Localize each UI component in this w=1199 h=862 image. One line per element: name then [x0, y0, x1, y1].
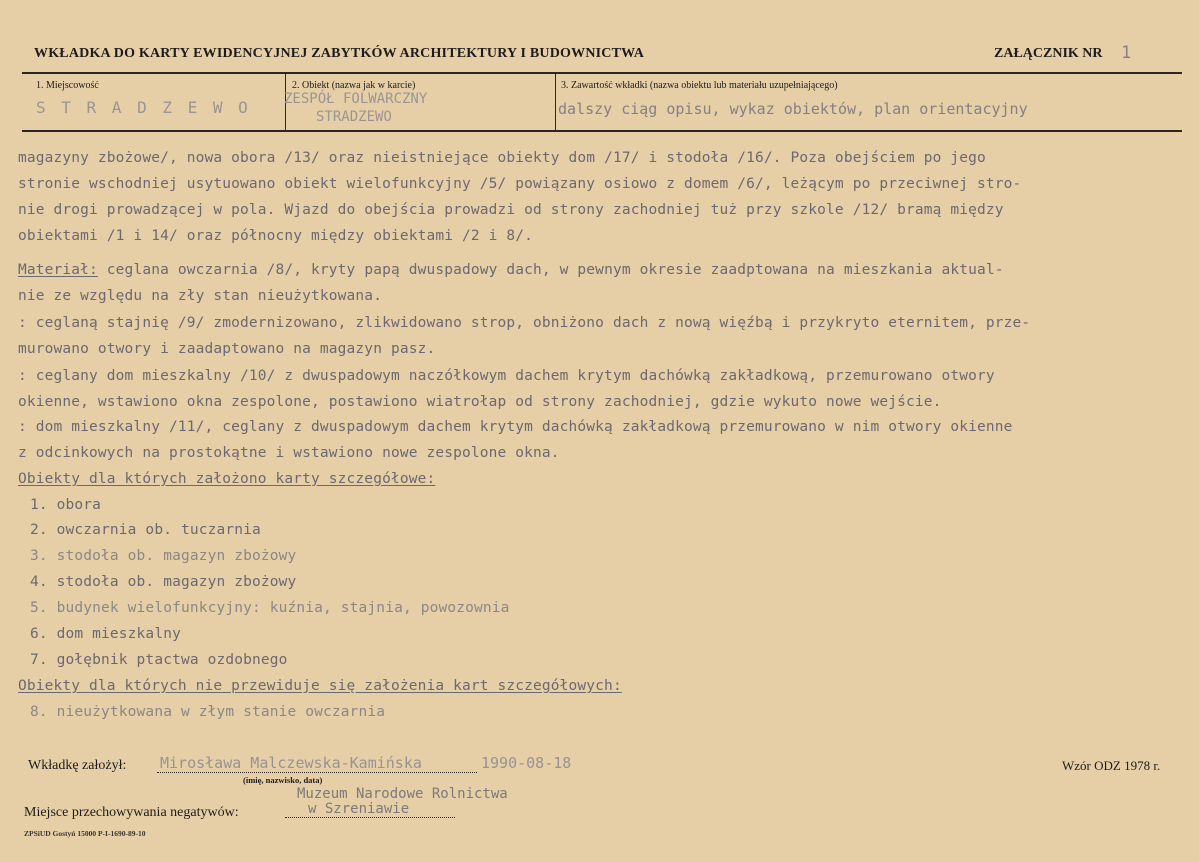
material-line: : ceglany dom mieszkalny /10/ z dwuspadowym naczółkowym dachem krytym dachówką zakładkową, przemurowano otwory — [18, 368, 995, 384]
field-divider-2 — [555, 73, 556, 131]
detailed-cards-heading: Obiekty dla których założono karty szczegółowe: — [18, 471, 436, 487]
created-by-dotted-line — [157, 772, 477, 774]
list-item: 5. budynek wielofunkcyjny: kuźnia, stajnia, powozownia — [30, 600, 510, 616]
object-label: 2. Obiekt (nazwa jak w karcie) — [292, 80, 416, 91]
attachment-number: 1 — [1121, 43, 1132, 63]
list-item: 4. stodoła ob. magazyn zbożowy — [30, 574, 297, 590]
no-detailed-cards-heading: Obiekty dla których nie przewiduje się założenia kart szczegółowych: — [18, 678, 622, 694]
created-date: 1990-08-18 — [481, 754, 572, 772]
header-top-rule — [22, 72, 1182, 74]
material-line: murowano otwory i zaadaptowano na magazyn pasz. — [18, 341, 436, 357]
content-value: dalszy ciąg opisu, wykaz obiektów, plan orientacyjny — [558, 100, 1028, 118]
list-item: 1. obora — [30, 497, 102, 513]
material-line: : ceglaną stajnię /9/ zmodernizowano, zlikwidowano strop, obniżono dach z nową więźbą i przykryto eternitem, prze- — [18, 315, 1031, 331]
negatives-value-line1: Muzeum Narodowe Rolnictwa — [297, 786, 508, 802]
negatives-value-line2: w Szreniawie — [308, 801, 410, 817]
paragraph-line: obiektami /1 i 14/ oraz północny między obiektami /2 i 8/. — [18, 228, 534, 244]
list-item: 8. nieużytkowana w złym stanie owczarnia — [30, 704, 386, 720]
attachment-label: ZAŁĄCZNIK NR — [994, 46, 1103, 61]
list-item: 7. gołębnik ptactwa ozdobnego — [30, 652, 288, 668]
printer-imprint: ZPSiUD Gostyń 15000 P-I-1690-89-10 — [24, 829, 146, 838]
object-value-line1: ZESPÓŁ FOLWARCZNY — [284, 91, 428, 107]
content-label: 3. Zawartość wkładki (nazwa obiektu lub materiału uzupełniającego) — [561, 80, 838, 91]
form-title: WKŁADKA DO KARTY EWIDENCYJNEJ ZABYTKÓW ARCHITEKTURY I BUDOWNICTWA — [34, 46, 645, 61]
created-by-value: Mirosława Malczewska-Kamińska — [160, 754, 422, 772]
list-item: 6. dom mieszkalny — [30, 626, 181, 642]
list-item: 2. owczarnia ob. tuczarnia — [30, 522, 261, 538]
material-line: : dom mieszkalny /11/, ceglany z dwuspadowym dachem krytym dachówką zakładkową przemurowano w nim otwory okienne — [18, 419, 1013, 435]
locality-value: S T R A D Z E W O — [36, 98, 251, 117]
material-line: z odcinkowych na prostokątne i wstawiono nowe zespolone okna. — [18, 445, 560, 461]
negatives-label: Miejsce przechowywania negatywów: — [24, 805, 239, 820]
form-version: Wzór ODZ 1978 r. — [1062, 758, 1161, 773]
created-by-hint: (imię, nazwisko, data) — [243, 775, 323, 785]
material-line — [18, 262, 1004, 278]
header-bottom-rule — [22, 130, 1182, 132]
material-label: Materiał: — [18, 262, 98, 278]
paragraph-line: nie drogi prowadzącej w pola. Wjazd do obejścia prowadzi od strony zachodniej tuż przy szkole /12/ bramą między — [18, 202, 1004, 218]
created-by-label: Wkładkę założył: — [28, 758, 127, 773]
material-line: okienne, wstawiono okna zespolone, postawiono wiatrołap od strony zachodniej, gdzie wykuto nowe wejście. — [18, 394, 942, 410]
material-line: nie ze względu na zły stan nieużytkowana. — [18, 288, 383, 304]
locality-label: 1. Miejscowość — [36, 80, 99, 91]
negatives-dotted-line — [285, 817, 455, 819]
material-text: ceglana owczarnia /8/, kryty papą dwuspadowy dach, w pewnym okresie zaadptowana na mieszkania aktual- — [97, 262, 1004, 278]
paragraph-line: stronie wschodniej usytuowano obiekt wielofunkcyjny /5/ powiązany osiowo z domem /6/, leżącym po przeciwnej stro- — [18, 176, 1022, 192]
list-item: 3. stodoła ob. magazyn zbożowy — [30, 548, 297, 564]
object-value-line2: STRADZEWO — [316, 109, 392, 125]
paragraph-line: magazyny zbożowe/, nowa obora /13/ oraz nieistniejące obiekty dom /17/ i stodoła /16/. Poza obejściem po jego — [18, 150, 986, 166]
